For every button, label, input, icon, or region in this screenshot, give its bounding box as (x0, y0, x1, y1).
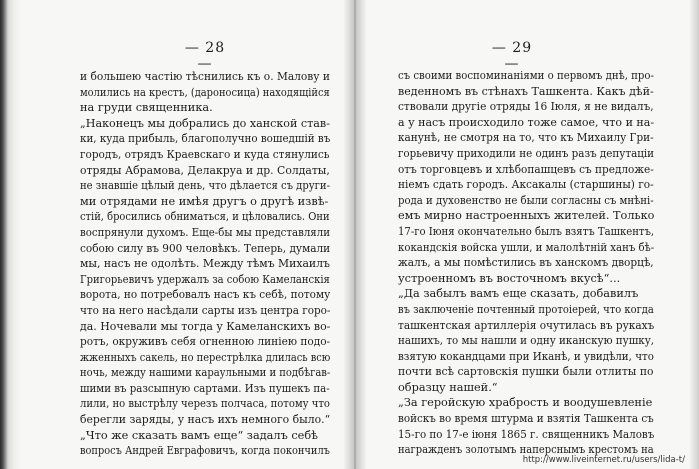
text-line: ствовали другіе отряды 16 Іюля, я не видалъ, (398, 100, 654, 114)
text-line: молились на крестъ, (дароносица) находящійся (80, 85, 330, 99)
text-line: „Что же сказать вамъ еще“ задалъ себѣ (80, 428, 318, 442)
page-number-left: — 28 — (184, 40, 226, 72)
text-line: берегли заряды, у насъ ихъ немного было.“ (80, 413, 331, 427)
text-line: жалъ, а мы помѣстились въ ханскомъ дворцѣ, (398, 256, 654, 270)
text-line: и большею частію тѣснились къ о. Малову и (80, 70, 330, 83)
text-line: 15-го по 17-е іюня 1865 г. священникъ Маловъ (398, 427, 655, 441)
text-line: рода и духовенство не были согласны съ мнѣні- (398, 193, 654, 207)
page-edge-shadow (689, 0, 699, 469)
text-line: нашихъ, то мы нашли и одну иканскую пушку, (398, 334, 655, 348)
text-line: устроенномъ въ восточномъ вкусѣ“... (398, 271, 621, 285)
text-line: канунѣ, не смотря на то, что къ Михаилу Гри- (398, 131, 654, 145)
text-line: вопросъ Андрей Евграфовичъ, когда покончилъ (80, 444, 330, 458)
text-line: „Наконецъ мы добрались до ханской став- (80, 116, 330, 130)
text-line: войскъ во время штурма и взятія Ташкента съ (398, 412, 654, 426)
text-line: съ своими воспоминаніями о первомъ днѣ, про- (398, 69, 654, 82)
text-line: Григорьевичъ удержалъ за собою Камеланскія (80, 272, 330, 286)
text-line: а у насъ происходило тоже самое, что и на- (398, 115, 655, 129)
text-line: горьевичу приходили не одинъ разъ депутаціи (398, 146, 655, 160)
text-line: 17-го Іюня окончательно былъ взятъ Ташкентъ, (398, 224, 655, 238)
text-line: ніемъ сдать городъ. Аксакалы (старшины) го- (398, 178, 654, 192)
text-line: ротъ, окруживъ себя огненною линіею подо- (80, 335, 331, 349)
text-line: кокандскія войска ушли, и малолѣтній ханъ бѣ- (398, 240, 655, 254)
text-line: ки, куда прибыль, благополучно вошедшій въ (80, 132, 331, 146)
page-number-right: — 29 — (491, 40, 533, 72)
text-line: мы, насъ не одолѣть. Между тѣмъ Михаилъ (80, 257, 330, 271)
text-line: ми отрядами не имѣя другъ о другѣ извѣ- (80, 194, 329, 208)
text-line: награжденъ золотымъ наперснымъ крестомъ на (398, 443, 654, 457)
text-line: ташкентская артиллерія очутилась въ рукахъ (398, 318, 655, 332)
text-line: ночь, между нашими караульными и подбѣгав- (80, 366, 331, 380)
text-line: что на него насѣдали сарты изъ центра горо- (80, 303, 331, 317)
text-line: лили, но выстрѣлу черезъ полчаса, потому что (80, 397, 330, 411)
right-page-text (398, 68, 654, 458)
text-line: „За геройскую храбрость и воодушевленіе (398, 396, 653, 410)
text-line: не знавшіе цѣлый день, что дѣлается съ други- (80, 179, 330, 193)
text-line: собою силу въ 900 человѣкъ. Теперь, думали (80, 241, 331, 255)
text-line: городъ, отрядъ Краевскаго и куда стянулись (80, 147, 330, 161)
text-line: отъ торговцевъ и хлѣбопашцевъ съ предложе- (398, 162, 654, 176)
text-line: почти всѣ сартовскія пушки были отлиты по (398, 365, 654, 379)
text-line: воспрянули духомъ. Еще-бы мы представляли (80, 225, 331, 239)
text-line: веденномъ въ стѣнахъ Ташкента. Какъ дѣй- (398, 84, 654, 98)
text-line: отряды Абрамова, Делакруа и др. Солдаты, (80, 163, 330, 177)
text-line: на груди священника. (80, 101, 213, 115)
text-line: да. Ночевали мы тогда у Камеланскихъ во- (80, 319, 331, 333)
text-line: шими въ разсыпную сартами. Изъ пушекъ па- (80, 381, 330, 395)
text-line: емъ мирно настроенныхъ жителей. Только (398, 209, 655, 223)
left-page-text (80, 69, 330, 459)
book-gutter (343, 0, 367, 469)
binding-edge (0, 0, 22, 469)
text-line: жженныхъ сакель, но перестрѣлка длилась всю (80, 350, 331, 364)
text-line: образцу нашей.“ (398, 380, 498, 394)
text-line: стій, бросились обниматься, и цѣловались. Они (80, 210, 330, 224)
text-line: взятую кокандцами при Иканѣ, и увидѣли, что (398, 349, 654, 363)
text-line: въ заключеніе почтенный протоіерей, что когда (398, 302, 654, 316)
watermark-url: http://www.liveinternet.ru/users/lida-t/ (522, 455, 685, 465)
text-line: „Да забылъ вамъ еще сказать, добавилъ (398, 287, 639, 301)
text-line: ворота, но потребовалъ насъ къ себѣ, потому (80, 288, 331, 302)
